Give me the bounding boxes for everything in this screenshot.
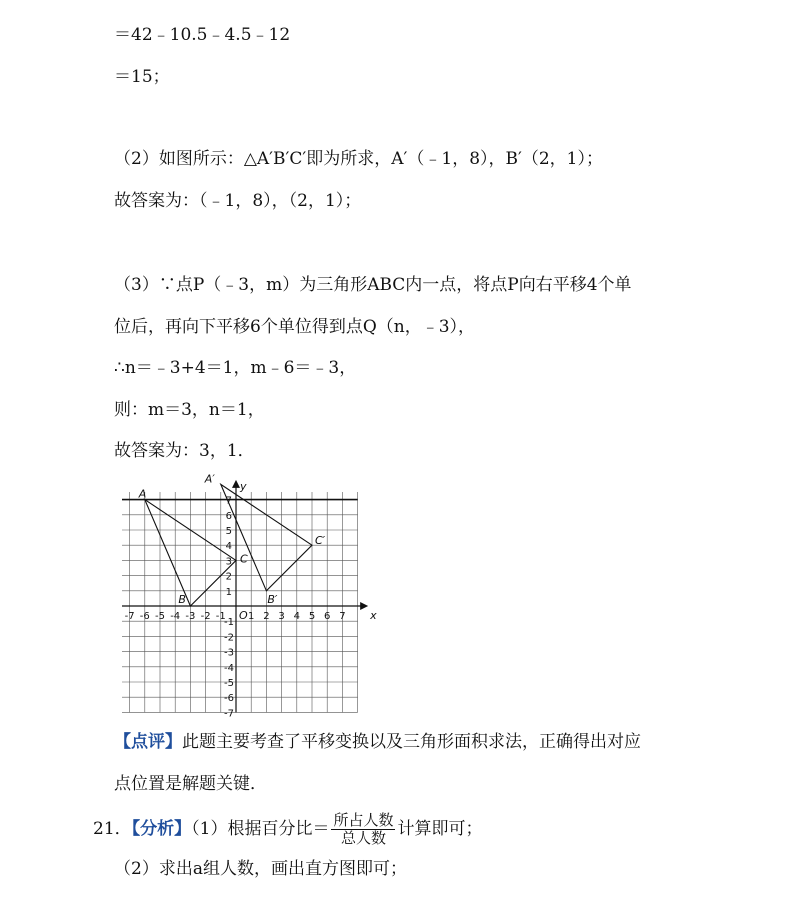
y-axis-arrow bbox=[232, 480, 240, 488]
line-part2-answer: 故答案为：（﹣1，8），（2，1）； bbox=[114, 191, 362, 211]
line-part3-eq: ∴n＝﹣3+4＝1，m﹣6＝﹣3， bbox=[114, 358, 357, 378]
x-axis-label: x bbox=[370, 609, 377, 622]
point-label-a: A bbox=[138, 487, 147, 501]
point-label-c: C bbox=[240, 552, 248, 566]
fraction-denominator: 总人数 bbox=[340, 829, 386, 847]
y-tick-label: -1 bbox=[224, 617, 234, 629]
y-tick-label: -7 bbox=[224, 708, 234, 720]
point-label-b1: B′ bbox=[267, 592, 278, 606]
review-tag: 【点评】 bbox=[114, 732, 182, 752]
x-tick-label: 3 bbox=[278, 611, 285, 622]
x-tick-label: -1 bbox=[215, 611, 226, 622]
y-tick-label: -4 bbox=[224, 662, 234, 674]
line-part3-answer: 故答案为：3，1． bbox=[114, 441, 255, 461]
x-tick-label: -6 bbox=[139, 611, 150, 622]
y-axis-label: y bbox=[240, 479, 247, 493]
y-tick-label: 7 bbox=[225, 495, 232, 507]
line-part3-cont: 位后，再向下平移6个单位得到点Q（n，﹣3）， bbox=[114, 317, 476, 337]
line-part3: （3）∵点P（﹣3，m）为三角形ABC内一点，将点P向右平移4个单 bbox=[114, 275, 632, 295]
tick-labels bbox=[125, 480, 378, 719]
line-calc-2: ＝15； bbox=[114, 67, 170, 87]
review-text-1: 此题主要考查了平移变换以及三角形面积求法，正确得出对应 bbox=[182, 732, 641, 752]
y-tick-label: 4 bbox=[225, 541, 232, 553]
question-21-part2: （2）求出a组人数，画出直方图即可； bbox=[114, 859, 407, 879]
x-tick-label: 4 bbox=[293, 611, 300, 622]
y-tick-label: 5 bbox=[225, 526, 232, 537]
x-tick-label: 5 bbox=[308, 611, 316, 622]
review-text-2: 点位置是解题关键． bbox=[114, 774, 267, 794]
y-tick-label: -3 bbox=[224, 647, 234, 659]
analysis-tag: 【分析】 bbox=[131, 819, 192, 839]
question-21-line-1 bbox=[93, 812, 482, 847]
x-tick-label: 7 bbox=[339, 611, 346, 622]
y-tick-label: 3 bbox=[225, 556, 232, 568]
x-tick-label: 2 bbox=[263, 611, 270, 622]
fraction-numerator: 所占人数 bbox=[333, 811, 394, 829]
origin-label: O bbox=[239, 609, 248, 622]
x-tick-label: -5 bbox=[155, 611, 165, 622]
x-tick-label: -3 bbox=[185, 611, 196, 622]
point-label-b: B bbox=[178, 593, 186, 606]
y-tick-label: 1 bbox=[225, 586, 232, 598]
point-label-a1: A′ bbox=[204, 472, 215, 486]
line-part2: （2）如图所示：△A′B′C′即为所求，A′（﹣1，8），B′（2，1）； bbox=[114, 149, 603, 169]
x-tick-label: -2 bbox=[200, 611, 211, 622]
question-number: 21． bbox=[93, 819, 132, 839]
review-line-1 bbox=[114, 731, 641, 753]
x-axis-arrow bbox=[360, 602, 368, 610]
y-tick-label: -2 bbox=[224, 632, 234, 644]
y-tick-label: 2 bbox=[225, 571, 232, 583]
y-tick-label: -5 bbox=[224, 678, 234, 689]
x-tick-label: 6 bbox=[324, 611, 331, 622]
part1-suffix: 计算即可； bbox=[397, 819, 483, 839]
y-tick-label: -6 bbox=[224, 693, 234, 705]
line-part3-result: 则：m＝3，n＝1， bbox=[114, 400, 265, 420]
part1-prefix: （1）根据百分比＝ bbox=[191, 819, 330, 839]
x-tick-label: -7 bbox=[124, 611, 135, 622]
point-label-c1: C′ bbox=[315, 534, 326, 548]
x-tick-label: -4 bbox=[170, 611, 181, 622]
x-tick-label: 1 bbox=[248, 611, 255, 622]
y-tick-label: 6 bbox=[225, 510, 232, 522]
grid bbox=[122, 492, 358, 712]
fraction bbox=[331, 812, 395, 847]
line-calc-1: ＝42﹣10.5﹣4.5﹣12 bbox=[114, 25, 291, 45]
coordinate-graph bbox=[110, 472, 377, 720]
